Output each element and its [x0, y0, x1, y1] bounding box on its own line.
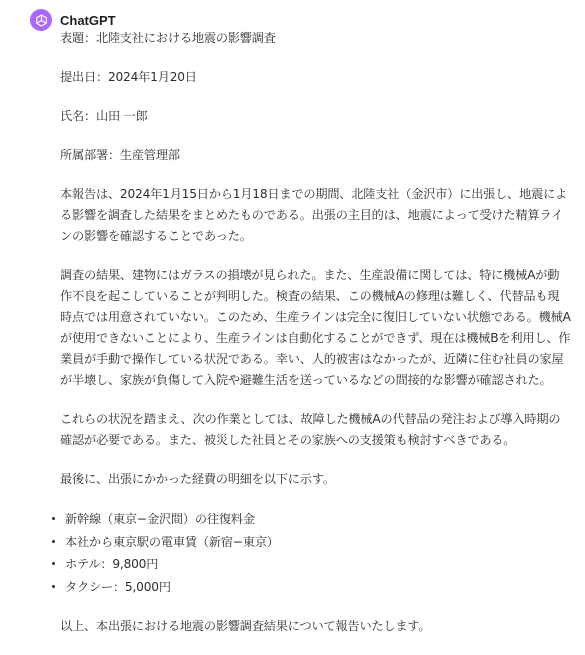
next-steps-paragraph: これらの状況を踏まえ、次の作業としては、故障した機械Aの代替品の発注および導入時期の確認が必要である。また、被災した社員とその家族への支援策も検討すべきである。	[60, 412, 561, 447]
findings-paragraph: 調査の結果、建物にはガラスの損壊が見られた。また、生産設備に関しては、特に機械Aが動作不良を起こしていることが判明した。検査の結果、この機械Aの修理は難しく、代替品も現時点では用意されていない。このため、生産ラインは完全に復旧していない状態である。機械Aが使用できないことにより、生産ラインは自動化することができず、現在は機械Bを利用し、作業員が手動で操作している状況である。幸い、人的被害はなかったが、近隣に住む社員の家屋が半壊し、家族が負傷して入院や避難生活を送っているなどの間接的な影響が確認された。	[60, 268, 571, 387]
message-content	[60, 28, 571, 637]
expense-item: 新幹線（東京−金沢間）の往復料金	[52, 508, 571, 531]
openai-logo-graphic	[34, 13, 49, 28]
author-name: ChatGPT	[60, 12, 116, 28]
expense-item: ホテル：9,800円	[52, 553, 571, 576]
author-full-name: 氏名：山田 一郎	[60, 109, 148, 123]
expenses-intro: 最後に、出張にかかった経費の明細を以下に示す。	[60, 472, 335, 486]
report-intro-paragraph: 本報告は、2024年1月15日から1月18日までの期間、北陸支社（金沢市）に出張し、地震による影響を調査した結果をまとめたものである。出張の主目的は、地震によって受けた精算ラインの影響を確認することであった。	[60, 187, 568, 243]
department: 所属部署：生産管理部	[60, 148, 180, 162]
assistant-message	[30, 9, 571, 655]
expense-list	[60, 508, 571, 598]
closing-paragraph: 以上、本出張における地震の影響調査結果について報告いたします。	[60, 619, 431, 633]
openai-logo-icon	[30, 9, 52, 31]
submission-date: 提出日：2024年1月20日	[60, 70, 197, 84]
expense-item: タクシー：5,000円	[52, 576, 571, 599]
report-title: 表題：北陸支社における地震の影響調査	[60, 31, 276, 45]
expense-item: 本社から東京駅の電車賃（新宿−東京）	[52, 531, 571, 554]
